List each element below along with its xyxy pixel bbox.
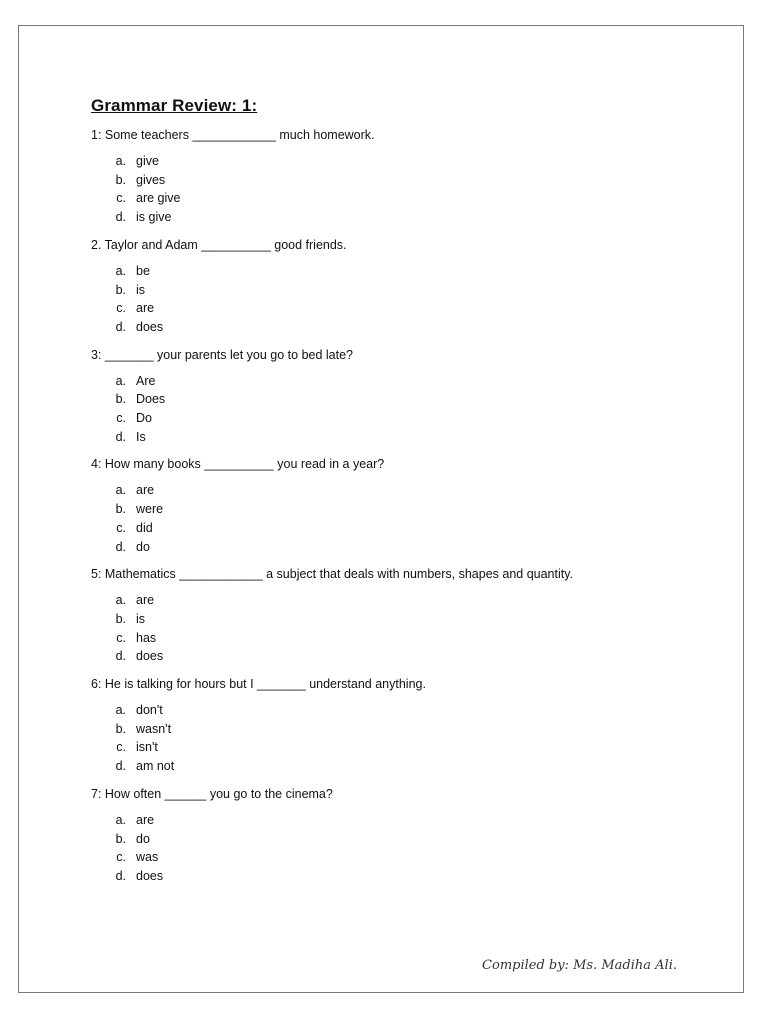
option-text: did [136,520,153,535]
option-item [91,262,711,281]
option-list [91,701,711,776]
option-letter: a. [115,373,126,388]
document-page [18,25,744,993]
compiled-by-signature: Compiled by: Ms. Madiha Ali. [482,958,677,973]
option-item [91,152,711,171]
option-text: Are [136,373,156,388]
option-list [91,811,711,886]
option-text: Does [136,392,166,407]
option-text: has [136,630,157,645]
option-item [91,830,711,849]
option-letter: b. [115,721,126,736]
option-item [91,409,711,428]
worksheet-content [91,96,711,896]
option-letter: b. [115,392,126,407]
question-block [91,237,711,337]
option-text: were [136,502,164,517]
option-item [91,299,711,318]
option-letter: d. [115,868,126,883]
option-text: are [136,593,155,608]
option-letter: a. [115,154,126,168]
option-text: is [136,282,146,297]
option-letter: a. [115,703,126,718]
option-item [91,538,711,557]
option-letter: d. [115,539,126,554]
option-text: does [136,868,164,883]
option-item [91,281,711,300]
option-text: isn't [136,740,158,755]
option-letter: b. [115,831,126,846]
option-letter: a. [115,593,126,608]
question-text: 6: He is talking for hours but I _______ understand anything. [91,677,426,692]
option-text: gives [136,172,166,187]
option-text: was [136,850,159,865]
page-title: Grammar Review: 1: [91,96,258,115]
option-item [91,189,711,208]
question-text: 1: Some teachers ____________ much homework. [91,128,375,142]
option-list [91,481,711,556]
option-letter: c. [116,630,126,645]
question-block [91,127,711,227]
option-letter: a. [115,263,126,278]
option-item [91,738,711,757]
option-text: are [136,301,155,316]
option-item [91,519,711,538]
option-item [91,720,711,739]
question-block [91,676,711,776]
option-letter: c. [116,301,126,316]
option-list [91,591,711,666]
option-item [91,171,711,190]
option-list [91,372,711,447]
option-text: are [136,812,155,827]
option-text: give [136,154,159,168]
option-item [91,500,711,519]
option-letter: c. [116,411,126,426]
option-letter: d. [115,210,126,225]
option-letter: c. [116,520,126,535]
option-text: is [136,611,146,626]
option-text: wasn't [136,721,172,736]
option-letter: d. [115,429,126,444]
option-item [91,647,711,666]
option-text: be [136,263,150,278]
option-letter: c. [116,850,126,865]
option-letter: d. [115,649,126,664]
question-text: 7: How often ______ you go to the cinema? [91,786,333,801]
option-item [91,867,711,886]
option-item [91,848,711,867]
option-item [91,591,711,610]
option-letter: c. [116,740,126,755]
option-item [91,610,711,629]
option-text: is give [136,210,172,225]
option-list [91,262,711,337]
question-block [91,566,711,666]
option-item [91,701,711,720]
option-text: am not [136,759,175,774]
option-letter: a. [115,483,126,498]
option-item [91,208,711,227]
option-letter: c. [116,191,126,206]
question-text: 2. Taylor and Adam __________ good friends. [91,237,347,252]
option-text: Is [136,429,146,444]
option-text: are give [136,191,181,206]
option-item [91,811,711,830]
question-text: 5: Mathematics ____________ a subject that deals with numbers, shapes and quantity. [91,567,574,582]
option-item [91,318,711,337]
option-text: Do [136,411,152,426]
question-block [91,786,711,886]
question-text: 3: _______ your parents let you go to bed late? [91,347,353,362]
option-letter: b. [115,172,126,187]
option-text: do [136,831,150,846]
option-item [91,481,711,500]
option-text: does [136,319,164,334]
option-list [91,152,711,227]
option-letter: a. [115,812,126,827]
option-item [91,629,711,648]
question-block [91,347,711,447]
question-text: 4: How many books __________ you read in a year? [91,457,385,472]
option-text: do [136,539,150,554]
option-item [91,372,711,391]
option-letter: b. [115,611,126,626]
option-letter: d. [115,319,126,334]
option-text: does [136,649,164,664]
option-item [91,757,711,776]
option-text: are [136,483,155,498]
option-letter: b. [115,282,126,297]
question-block [91,456,711,556]
option-letter: d. [115,759,126,774]
option-letter: b. [115,502,126,517]
option-item [91,390,711,409]
option-text: don't [136,703,163,718]
option-item [91,428,711,447]
